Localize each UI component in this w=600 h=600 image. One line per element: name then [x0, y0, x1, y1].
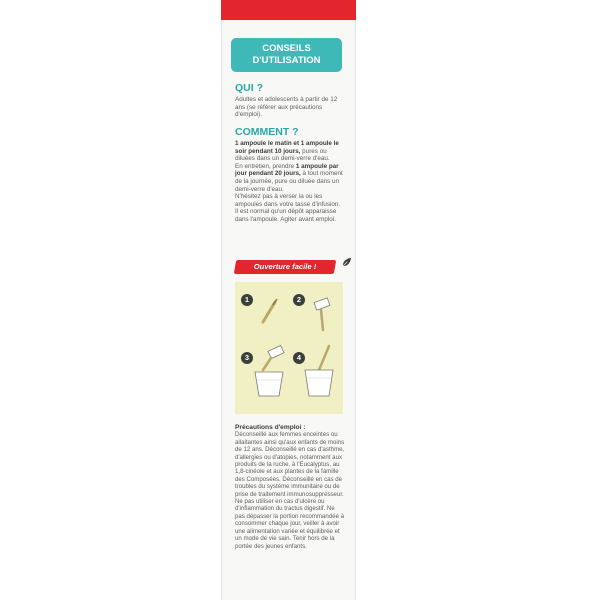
easy-open-badge [234, 260, 336, 274]
precautions-title: Précautions d'emploi : [235, 424, 306, 431]
precautions [235, 424, 345, 550]
precautions-text: Déconseillé aux femmes enceintes ou allaitantes ainsi qu'aux enfants de moins de 12 ans. Déconseillé en cas d'asthme, d'allergies ou d'atopies, notamment aux produits de la ruche, à l'Eucalyptus, au 1,8-cinéole et aux plantes de la famille des Composées. Déconseillé en cas de troubles du système immunitaire ou de prise de traitement immunosuppresseur. Ne pas utiliser en cas d'ulcère ou d'inflammation du tractus digestif. Ne pas dépasser la portion recommandée à consommer chaque jour, veiller à avoir une alimentation variée et équilibrée et un mode de vie sain. Tenir hors de la portée des jeunes enfants. [235, 431, 345, 550]
comment-text [235, 140, 345, 224]
comment-title: COMMENT ? [235, 126, 299, 138]
usage-panel [221, 0, 356, 600]
comment-paragraph-1 [235, 140, 345, 163]
comment-p1-bold: 1 ampoule le matin et 1 ampoule le soir pendant 10 jours, [235, 140, 339, 155]
glass-with-ampoule-icon [299, 342, 343, 400]
ampoule-icon [257, 296, 283, 326]
easy-open-label: Ouverture facile ! [253, 262, 317, 271]
comment-p2-start: En entretien, prendre [235, 162, 296, 170]
comment-p2-rest: à tout moment de la journée, pure ou diluée dans un demi-verre d'eau. [235, 170, 343, 193]
step-1-number: 1 [241, 294, 253, 306]
step-3-number: 3 [241, 352, 253, 364]
qui-title: QUI ? [235, 82, 263, 94]
step-4-number: 4 [293, 352, 305, 364]
usage-header-line1: CONSEILS [262, 43, 311, 54]
red-top-band [221, 0, 356, 20]
comment-paragraph-3: N'hésitez pas à verser la ou les ampoules dans votre tasse d'infusion. Il est normal qu'un dépôt apparaisse dans l'ampoule. Agiter avant emploi. [235, 193, 341, 223]
opening-steps [235, 282, 343, 414]
comment-paragraph-2 [235, 163, 345, 193]
step-2-number: 2 [293, 294, 305, 306]
usage-header [231, 38, 342, 72]
comment-p1-rest: pures ou diluées dans un demi-verre d'eau. [235, 147, 330, 163]
comment-p2-bold: 1 ampoule par jour pendant 20 jours, [235, 162, 339, 178]
pouring-into-glass-icon [249, 344, 293, 400]
snapping-ampoule-icon [307, 296, 337, 332]
leaf-icon [341, 257, 352, 268]
qui-text: Adultes et adolescents à partir de 12 ans (se référer aux précautions d'emploi). [235, 96, 338, 119]
usage-header-line2: D'UTILISATION [252, 55, 321, 66]
